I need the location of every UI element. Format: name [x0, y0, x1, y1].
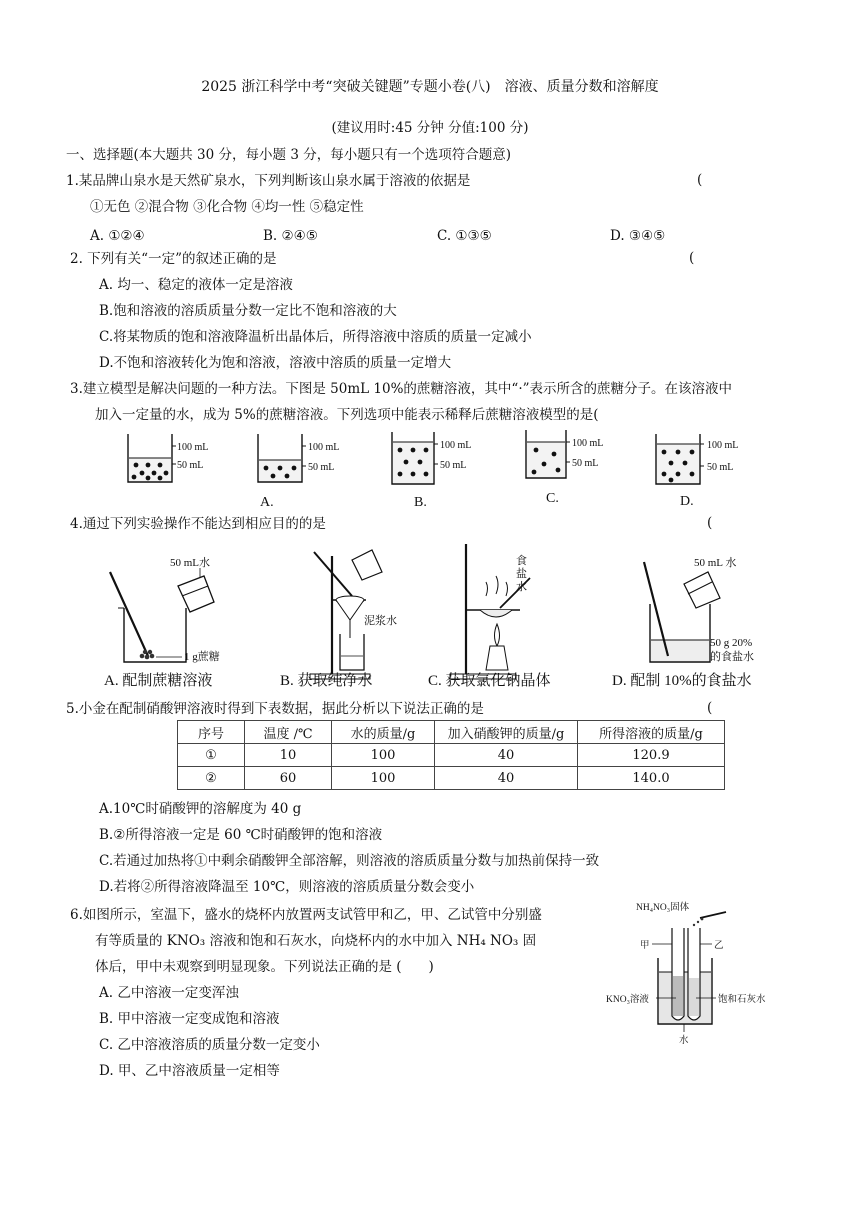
q4-label-b: B. 获取纯净水 [280, 673, 373, 689]
q6-fig-jia-label: 甲 [640, 941, 650, 951]
q5-answer-paren: ( [707, 700, 713, 716]
table-cell: 140.0 [578, 767, 725, 790]
q6-fig-solid-label: NH₄NO₃固体 [636, 903, 690, 913]
table-cell: 120.9 [578, 744, 725, 767]
table-cell: 10 [245, 744, 332, 767]
q2-stem: 2. 下列有关“一定”的叙述正确的是 [70, 251, 277, 267]
q3-a-mark-50: 50 mL [308, 462, 335, 473]
q4-label-a: A. 配制蔗糖溶液 [104, 673, 213, 689]
q6-fig-lime-label: 饱和石灰水 [718, 995, 766, 1005]
q4-d-solution-label-1: 50 g 20% [710, 637, 753, 649]
q3-label-b: B. [414, 495, 427, 510]
q2-option-b: B.饱和溶液的溶质质量分数一定比不饱和溶液的大 [99, 303, 397, 319]
q1-facts: ①无色 ②混合物 ③化合物 ④均一性 ⑤稳定性 [90, 199, 364, 215]
q1-option-c: C. ①③⑤ [437, 228, 492, 244]
q4-b-mud-label: 泥浆水 [364, 615, 397, 627]
q5-option-c: C.若通过加热将①中剩余硝酸钾全部溶解，则溶液的溶质质量分数与加热前保持一致 [99, 853, 600, 869]
q6-stem-line1: 6.如图所示，室温下，盛水的烧杯内放置两支试管甲和乙，甲、乙试管中分别盛 [70, 907, 542, 923]
q3-beaker-d [656, 434, 738, 509]
q5-option-b: B.②所得溶液一定是 60 ℃时硝酸钾的饱和溶液 [99, 827, 383, 843]
q2-option-a: A. 均一、稳定的液体一定是溶液 [99, 277, 293, 293]
table-row [178, 767, 725, 790]
q5-stem: 5.小金在配制硝酸钾溶液时得到下表数据，据此分析以下说法正确的是 [66, 701, 484, 717]
q5-data-table [177, 720, 725, 790]
q1-stem: 1.某品牌山泉水是天然矿泉水，下列判断该山泉水属于溶液的依据是 [66, 173, 471, 189]
q4-experiment-figures [96, 538, 786, 694]
q6-figure [604, 898, 784, 1048]
table-cell: 60 [245, 767, 332, 790]
q2-option-c: C.将某物质的饱和溶液降温析出晶体后，所得溶液中溶质的质量一定减小 [99, 329, 532, 345]
table-row [178, 744, 725, 767]
q4-label-d: D. 配制 10%的食盐水 [612, 673, 752, 689]
q1-answer-paren: ( [697, 172, 703, 188]
q4-c-salt-2: 盐 [516, 568, 527, 580]
table-header: 温度 /℃ [245, 721, 332, 744]
q4-stem: 4.通过下列实验操作不能达到相应目的的是 [70, 516, 326, 532]
q6-option-a: A. 乙中溶液一定变浑浊 [99, 985, 239, 1001]
table-cell: 40 [435, 744, 578, 767]
q4-label-c: C. 获取氯化钠晶体 [428, 673, 551, 689]
table-header-row [178, 721, 725, 744]
q3-c-mark-50: 50 mL [572, 458, 599, 469]
q6-fig-kno3-label: KNO₃溶液 [606, 995, 649, 1005]
table-cell: 40 [435, 767, 578, 790]
q6-option-b: B. 甲中溶液一定变成饱和溶液 [99, 1011, 280, 1027]
q3-beaker-original [128, 434, 208, 482]
q4-d-water-label: 50 mL 水 [694, 557, 737, 569]
q3-b-mark-100: 100 mL [440, 440, 472, 451]
q3-beaker-figures [120, 428, 780, 512]
table-cell: 100 [332, 744, 435, 767]
table-header: 水的质量/g [332, 721, 435, 744]
q6-option-d: D. 甲、乙中溶液质量一定相等 [99, 1063, 280, 1079]
q6-fig-yi-label: 乙 [714, 941, 724, 951]
q3-d-mark-100: 100 mL [707, 440, 739, 451]
q6-option-c: C. 乙中溶液溶质的质量分数一定变小 [99, 1037, 320, 1053]
table-header: 所得溶液的质量/g [578, 721, 725, 744]
q2-answer-paren: ( [689, 250, 695, 266]
table-header: 加入硝酸钾的质量/g [435, 721, 578, 744]
q4-answer-paren: ( [707, 515, 713, 531]
q1-option-b: B. ②④⑤ [263, 228, 318, 244]
q3-stem-line2: 加入一定量的水，成为 5%的蔗糖溶液。下列选项中能表示稀释后蔗糖溶液模型的是( [95, 407, 599, 423]
q3-mark-50: 50 mL [177, 460, 204, 471]
q4-a-sugar-label: 1 g蔗糖 [184, 651, 220, 663]
table-cell: 100 [332, 767, 435, 790]
q3-label-d: D. [680, 494, 694, 509]
q3-label-c: C. [546, 491, 559, 506]
q3-beaker-b [392, 432, 471, 510]
table-cell: ① [178, 744, 245, 767]
q5-option-d: D.若将②所得溶液降温至 10℃，则溶液的溶质质量分数会变小 [99, 879, 475, 895]
q5-option-a: A.10℃时硝酸钾的溶解度为 40 g [99, 801, 302, 817]
q3-beaker-a [258, 434, 339, 510]
q4-figure-a [104, 555, 220, 689]
q4-a-water-label: 50 mL水 [170, 557, 211, 569]
q3-d-mark-50: 50 mL [707, 462, 734, 473]
section-heading: 一、选择题(本大题共 30 分，每小题 3 分，每小题只有一个选项符合题意) [66, 147, 511, 163]
q3-beaker-c [526, 430, 603, 506]
page-subtitle: (建议用时:45 分钟 分值:100 分) [331, 120, 529, 136]
q4-c-salt-3: 水 [516, 581, 527, 593]
q6-fig-water-label: 水 [679, 1036, 689, 1046]
q3-mark-100: 100 mL [177, 442, 209, 453]
q6-stem-line3: 体后，甲中未观察到明显现象。下列说法正确的是 ( ) [95, 959, 434, 975]
q4-figure-c [428, 544, 551, 689]
q2-option-d: D.不饱和溶液转化为饱和溶液，溶液中溶质的质量一定增大 [99, 355, 452, 371]
q3-stem-line1: 3.建立模型是解决问题的一种方法。下图是 50mL 10%的蔗糖溶液，其中“·”表示所含的蔗糖分子。在该溶液中 [70, 381, 733, 397]
q6-stem-line2: 有等质量的 KNO₃ 溶液和饱和石灰水，向烧杯内的水中加入 NH₄ NO₃ 固 [95, 933, 537, 949]
q4-d-solution-label-2: 的食盐水 [710, 651, 754, 663]
q3-b-mark-50: 50 mL [440, 460, 467, 471]
q4-figure-b [280, 550, 397, 689]
q3-c-mark-100: 100 mL [572, 438, 604, 449]
table-header: 序号 [178, 721, 245, 744]
q4-c-salt-1: 食 [516, 555, 527, 567]
q1-option-a: A. ①②④ [90, 228, 145, 244]
table-cell: ② [178, 767, 245, 790]
q3-label-a: A. [260, 495, 274, 510]
q1-option-d: D. ③④⑤ [610, 228, 666, 244]
q3-a-mark-100: 100 mL [308, 442, 340, 453]
page-title: 2025 浙江科学中考“突破关键题”专题小卷(八) 溶液、质量分数和溶解度 [201, 79, 659, 95]
q4-figure-d [612, 555, 754, 689]
